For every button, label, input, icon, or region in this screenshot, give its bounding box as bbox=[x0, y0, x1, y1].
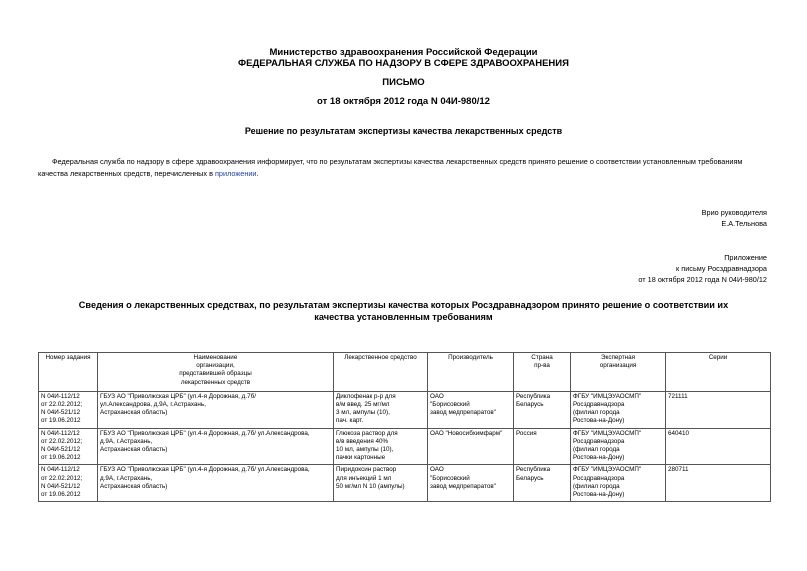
annex-ref-line2: к письму Росздравнадзора bbox=[676, 264, 767, 273]
cell-country: Республика Беларусь bbox=[514, 391, 571, 428]
annex-title: Сведения о лекарственных средствах, по результатам экспертизы качества которых Росздравнадзором принято решение о соответствии их качества установленным требованиям bbox=[78, 300, 729, 322]
header-country: Страна пр-ва bbox=[514, 353, 571, 392]
cell-organization: ГБУЗ АО "Приволжская ЦРБ" (ул.4-я Дорожная, д.7б/ ул.Александрова, д.9А, г.Астрахань, Астраханская область) bbox=[98, 465, 334, 502]
intro-text: Федеральная служба по надзору в сфере здравоохранения информирует, что по результатам экспертизы качества лекарственных средств принято решение о соответствии установленным требованиям качества лекарственных средств, перечисленных в bbox=[38, 157, 743, 178]
cell-series: 640410 bbox=[666, 428, 771, 465]
table-row bbox=[39, 391, 771, 428]
medicines-table bbox=[38, 352, 771, 502]
cell-medicine: Пиридоксин раствор для инъекций 1 мл 50 мг/мл N 10 (ампулы) bbox=[334, 465, 428, 502]
table-header-row bbox=[39, 353, 771, 392]
document-subject: Решение по результатам экспертизы качества лекарственных средств bbox=[244, 126, 563, 136]
header-series: Серии bbox=[666, 353, 771, 392]
cell-medicine: Глюкоза раствор для в/в введения 40% 10 мл, ампулы (10), пачки картонные bbox=[334, 428, 428, 465]
signer-position: Врио руководителя bbox=[701, 208, 767, 217]
annex-reference bbox=[638, 252, 767, 285]
cell-organization: ГБУЗ АО "Приволжская ЦРБ" (ул.4-я Дорожная, д.7б/ ул.Александрова, д.9А, г.Астрахань, Астраханская область) bbox=[98, 391, 334, 428]
service-name: ФЕДЕРАЛЬНАЯ СЛУЖБА ПО НАДЗОРУ В СФЕРЕ ЗДРАВООХРАНЕНИЯ bbox=[238, 58, 569, 69]
cell-task-number: N 04И-112/12 от 22.02.2012; N 04И-521/12 от 19.06.2012 bbox=[39, 391, 98, 428]
cell-task-number: N 04И-112/12 от 22.02.2012; N 04И-521/12 от 19.06.2012 bbox=[39, 465, 98, 502]
table-row bbox=[39, 428, 771, 465]
cell-series: 280711 bbox=[666, 465, 771, 502]
header-manufacturer: Производитель bbox=[428, 353, 514, 392]
annex-link[interactable]: приложении bbox=[214, 169, 257, 178]
cell-manufacturer: ОАО "Новосибхимфарм" bbox=[428, 428, 514, 465]
intro-paragraph bbox=[38, 156, 770, 180]
document-type: ПИСЬМО bbox=[382, 77, 425, 88]
cell-manufacturer: ОАО "Борисовский завод медпрепаратов" bbox=[428, 391, 514, 428]
intro-end: . bbox=[256, 169, 259, 178]
cell-organization: ГБУЗ АО "Приволжская ЦРБ" (ул.4-я Дорожная, д.7б/ ул.Александрова, д.9А, г.Астрахань, Астраханская область) bbox=[98, 428, 334, 465]
cell-expert-org: ФГБУ "ИМЦЭУАОСМП" Росздравнадзора (филиал города Ростова-на-Дону) bbox=[571, 391, 666, 428]
cell-expert-org: ФГБУ "ИМЦЭУАОСМП" Росздравнадзора (филиал города Ростова-на-Дону) bbox=[571, 428, 666, 465]
cell-country: Республика Беларусь bbox=[514, 465, 571, 502]
cell-expert-org: ФГБУ "ИМЦЭУАОСМП" Росздравнадзора (филиал города Ростова-на-Дону) bbox=[571, 465, 666, 502]
cell-medicine: Диклофенак р-р для в/м введ. 25 мг/мл 3 мл, ампулы (10), пач. карт. bbox=[334, 391, 428, 428]
header-medicine: Лекарственное средство bbox=[334, 353, 428, 392]
header-expert-org: Экспертная организация bbox=[571, 353, 666, 392]
document-date: от 18 октября 2012 года N 04И-980/12 bbox=[317, 96, 490, 107]
cell-series: 721111 bbox=[666, 391, 771, 428]
ministry-name: Министерство здравоохранения Российской Федерации bbox=[269, 47, 538, 58]
cell-task-number: N 04И-112/12 от 22.02.2012; N 04И-521/12 от 19.06.2012 bbox=[39, 428, 98, 465]
annex-ref-line1: Приложение bbox=[724, 253, 767, 262]
header-task-number: Номер задания bbox=[39, 353, 98, 392]
signer-name: Е.А.Тельнова bbox=[721, 219, 767, 228]
annex-ref-line3: от 18 октября 2012 года N 04И-980/12 bbox=[638, 275, 767, 284]
header-organization: Наименование организации, представившей образцы лекарственных средств bbox=[98, 353, 334, 392]
cell-manufacturer: ОАО "Борисовский завод медпрепаратов" bbox=[428, 465, 514, 502]
signature-block bbox=[702, 207, 767, 229]
cell-country: Россия bbox=[514, 428, 571, 465]
table-row bbox=[39, 465, 771, 502]
